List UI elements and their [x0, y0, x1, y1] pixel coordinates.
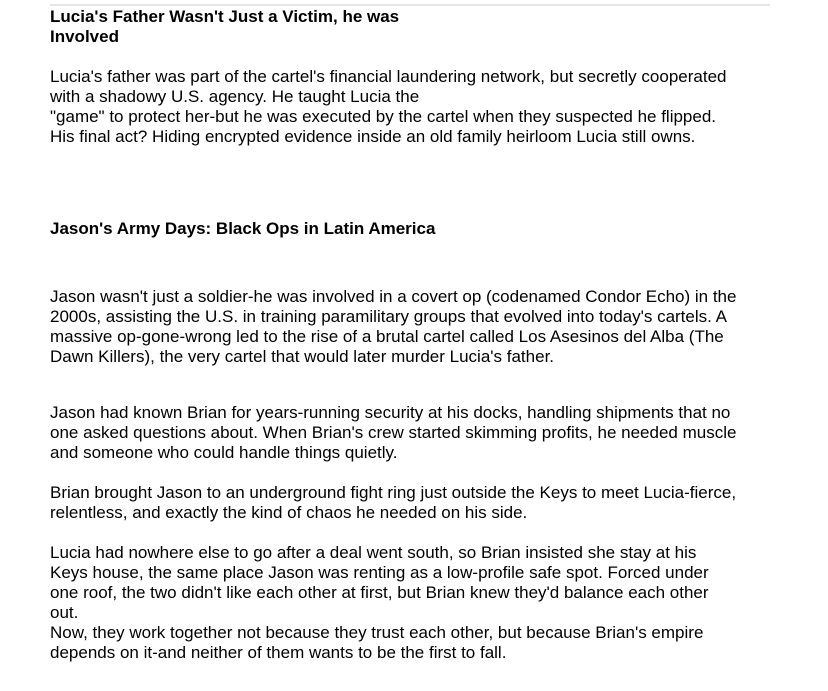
section-heading-lucia-father — [50, 7, 780, 47]
heading-line: Jason's Army Days: Black Ops in Latin America — [50, 219, 436, 238]
paragraph-line: and someone who could handle things quietly. — [50, 443, 398, 462]
paragraph-line: 2000s, assisting the U.S. in training paramilitary groups that evolved into today's cartels. A — [50, 307, 727, 326]
paragraph-keys-house — [50, 543, 780, 663]
paragraph-jason-brian — [50, 403, 780, 463]
paragraph-line: Keys house, the same place Jason was renting as a low-profile safe spot. Forced under — [50, 563, 709, 582]
section-heading-jason-army — [50, 219, 780, 239]
paragraph-fight-ring — [50, 483, 780, 523]
paragraph-line: Brian brought Jason to an underground fight ring just outside the Keys to meet Lucia-fierce, — [50, 483, 737, 502]
paragraph-line: one roof, the two didn't like each other at first, but Brian knew they'd balance each other — [50, 583, 709, 602]
heading-line: Involved — [50, 27, 119, 46]
paragraph-line: relentless, and exactly the kind of chaos he needed on his side. — [50, 503, 528, 522]
paragraph-lucia-father — [50, 67, 780, 147]
paragraph-line: Lucia had nowhere else to go after a deal went south, so Brian insisted she stay at his — [50, 543, 697, 562]
paragraph-line: Jason had known Brian for years-running security at his docks, handling shipments that no — [50, 403, 731, 422]
heading-line: Lucia's Father Wasn't Just a Victim, he was — [50, 7, 400, 26]
paragraph-line: "game" to protect her-but he was executed by the cartel when they suspected he flipped. — [50, 107, 717, 126]
paragraph-line: one asked questions about. When Brian's crew started skimming profits, he needed muscle — [50, 423, 737, 442]
paragraph-line: Jason wasn't just a soldier-he was involved in a covert op (codenamed Condor Echo) in the — [50, 287, 737, 306]
paragraph-line: Dawn Killers), the very cartel that would later murder Lucia's father. — [50, 347, 555, 366]
paragraph-line: Lucia's father was part of the cartel's financial laundering network, but secretly cooperated — [50, 67, 727, 86]
paragraph-line: with a shadowy U.S. agency. He taught Lucia the — [50, 87, 420, 106]
paragraph-line: out. — [50, 603, 79, 622]
paragraph-line: His final act? Hiding encrypted evidence inside an old family heirloom Lucia still owns. — [50, 127, 696, 146]
paragraph-line: Now, they work together not because they trust each other, but because Brian's empire — [50, 623, 704, 642]
paragraph-jason-army — [50, 287, 780, 367]
paragraph-line: massive op-gone-wrong led to the rise of a brutal cartel called Los Asesinos del Alba (The — [50, 327, 724, 346]
paragraph-line: depends on it-and neither of them wants to be the first to fall. — [50, 643, 507, 662]
top-divider — [50, 4, 770, 6]
